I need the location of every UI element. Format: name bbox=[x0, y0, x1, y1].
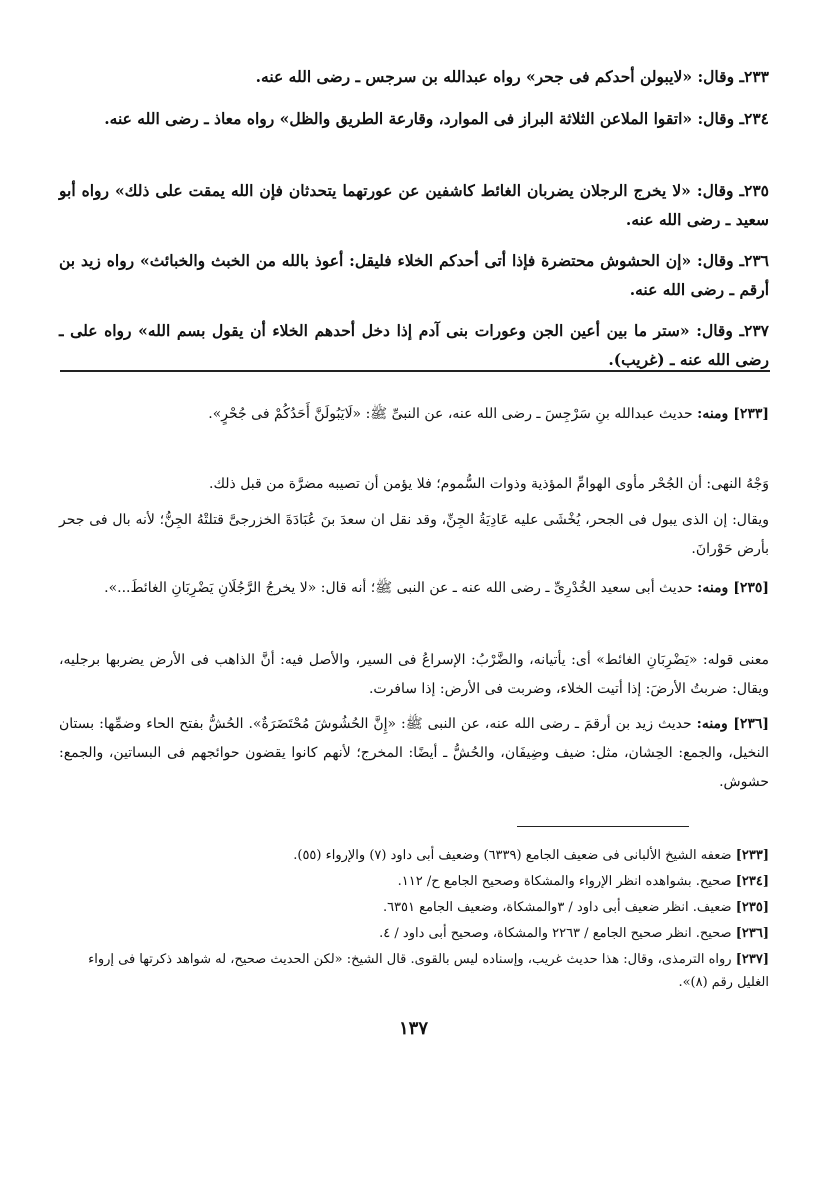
hadith-text: وقال: «إن الحشوش محتضرة فإذا أتى أحدكم الخلاء فليقل: أعوذ بالله من الخبث والخبائث» رواه زيد بن أرقم ـ رضى الله عنه. bbox=[59, 251, 769, 299]
footnote-text: ضعفه الشيخ الألبانى فى ضعيف الجامع (٦٣٣٩) وضعيف أبى داود (٧) والإرواء (٥٥). bbox=[293, 848, 732, 863]
page-number: ١٣٧ bbox=[398, 1018, 428, 1039]
commentary-text: حديث عبدالله بنِ سَرْجِسَ ـ رضى الله عنه، عن النبىِّ ﷺ: «لَايَبُولَنَّ أَحَدُكُمْ فى جُحْرٍ». bbox=[208, 406, 693, 422]
commentary-text: معنى قوله: «يَضْرِبَانِ الغائط» أى: يأتيانه، والضَّرْبُ: الإسراعُ فى السير، والأصل فيه: أنَّ الذاهب فى الأرض يضربها برجليه، ويقال: ضربتُ الأرضَ: إذا أتيت الخلاء، وضربت فى الأرض: إذا سافرت. bbox=[59, 652, 769, 697]
commentary-label: [٢٣٥] ومنه: bbox=[697, 580, 769, 596]
footnote-236 bbox=[69, 922, 769, 945]
footnote-text: رواه الترمذى، وقال: هذا حديث غريب، وإسناده ليس بالقوى. قال الشيخ: «لكن الحديث صحيح، له شواهد ذكرتها فى إرواء الغليل رقم (٨)». bbox=[88, 952, 769, 990]
hadith-text: وقال: «ستر ما بين أعين الجن وعورات بنى آدم إذا دخل أحدهم الخلاء أن يقول بسم الله» رواه على ـ رضى الله عنه ـ (غريب). bbox=[59, 321, 769, 369]
hadith-number: ٢٣٧ bbox=[744, 321, 769, 340]
commentary-236 bbox=[59, 710, 769, 797]
commentary-text: وَجْهُ النهى: أن الجُحْر مأوى الهوامِّ المؤذية وذوات السُّموم؛ فلا يؤمن أن تصيبه مضرَّة من قبل ذلك. bbox=[209, 476, 769, 492]
hadith-235: ٢٣٥ـ وقال: «لا يخرج الرجلان يضربان الغائط كاشفين عن عورتهما يتحدثان فإن الله يمقت على ذلك» رواه أبو سعيد ـ رضى الله عنه. bbox=[59, 181, 769, 229]
footnote-number: [٢٣٦] bbox=[735, 926, 769, 941]
commentary-text: حديث زيد بن أرقمَ ـ رضى الله عنه، عن النبى ﷺ: «إِنَّ الحُشُوشَ مُحْتَضَرَةٌ». الحُشُّ بفتح الحاء وضمِّها: بستان النخيل، والجمع: الحِشان، مثل: ضيف وضِيفَان، والحُشُّ ـ أيضًا: المخرج؛ لأنهم كانوا يقضون حوائجهم فى البساتين، والجمع: حشوش. bbox=[59, 716, 769, 790]
hadith-text: وقال: «اتقوا الملاعن الثلاثة البراز فى الموارد، وقارعة الطريق والظل» رواه معاذ ـ رضى الله عنه. bbox=[104, 109, 735, 128]
footnote-number: [٢٣٤] bbox=[735, 874, 769, 889]
hadith-text: وقال: «لايبولن أحدكم فى جحر» رواه عبدالله بن سرجس ـ رضى الله عنه. bbox=[255, 67, 735, 86]
commentary-233 bbox=[59, 400, 769, 429]
footnote-234 bbox=[69, 870, 769, 893]
footnote-text: صحيح. انظر صحيح الجامع / ٢٢٦٣ والمشكاة، وصحيح أبى داود / ٤. bbox=[379, 926, 732, 941]
commentary-label: [٢٣٦] ومنه: bbox=[696, 716, 770, 732]
commentary-paragraph bbox=[59, 470, 769, 499]
hadith-236: ٢٣٦ـ وقال: «إن الحشوش محتضرة فإذا أتى أحدكم الخلاء فليقل: أعوذ بالله من الخبث والخبائث» رواه زيد بن أرقم ـ رضى الله عنه. bbox=[59, 251, 769, 299]
commentary-paragraph bbox=[59, 646, 769, 704]
footnote-text: صحيح. بشواهده انظر الإرواء والمشكاة وصحيح الجامع ح/ ١١٢. bbox=[397, 874, 732, 889]
commentary-text: ويقال: إن الذى يبول فى الجحر، يُخْشَى عليه عَادِيَةُ الجِنِّ، وقد نقل ان سعدَ بنَ عُبَادَةَ الخزرجىَّ قتلتْهُ الجِنُّ؛ لأنه بال فى جحر بأرض حَوْرانَ. bbox=[59, 512, 769, 557]
commentary-paragraph bbox=[59, 506, 769, 564]
hadith-233: ٢٣٣ـ وقال: «لايبولن أحدكم فى جحر» رواه عبدالله بن سرجس ـ رضى الله عنه. bbox=[255, 67, 769, 86]
commentary-235 bbox=[59, 574, 769, 603]
footnote-number: [٢٣٧] bbox=[735, 952, 769, 967]
footnote-233 bbox=[69, 844, 769, 867]
footnote-divider bbox=[517, 826, 689, 827]
commentary-text: حديث أبى سعيد الخُدْرِىِّ ـ رضى الله عنه ـ عن النبى ﷺ؛ أنه قال: «لا يخرجُ الرَّجُلَانِ يَضْرِبَانِ الغائطَ...». bbox=[104, 580, 693, 596]
footnote-237 bbox=[69, 948, 769, 994]
hadith-number: ٢٣٣ bbox=[744, 67, 769, 86]
footnote-number: [٢٣٣] bbox=[735, 848, 769, 863]
section-divider bbox=[60, 370, 770, 372]
hadith-number: ٢٣٤ bbox=[744, 109, 769, 128]
commentary-label: [٢٣٣] ومنه: bbox=[697, 406, 769, 422]
footnote-number: [٢٣٥] bbox=[735, 900, 769, 915]
hadith-237: ٢٣٧ـ وقال: «ستر ما بين أعين الجن وعورات بنى آدم إذا دخل أحدهم الخلاء أن يقول بسم الله» رواه على ـ رضى الله عنه ـ (غريب). bbox=[59, 321, 769, 369]
hadith-number: ٢٣٥ bbox=[744, 181, 769, 200]
footnote-235 bbox=[69, 896, 769, 919]
hadith-text: وقال: «لا يخرج الرجلان يضربان الغائط كاشفين عن عورتهما يتحدثان فإن الله يمقت على ذلك» رواه أبو سعيد ـ رضى الله عنه. bbox=[59, 181, 769, 229]
footnote-text: ضعيف. انظر ضعيف أبى داود / ٣والمشكاة، وضعيف الجامع ٦٣٥١. bbox=[382, 900, 732, 915]
hadith-number: ٢٣٦ bbox=[744, 251, 769, 270]
hadith-234: ٢٣٤ـ وقال: «اتقوا الملاعن الثلاثة البراز فى الموارد، وقارعة الطريق والظل» رواه معاذ ـ رضى الله عنه. bbox=[104, 109, 769, 128]
